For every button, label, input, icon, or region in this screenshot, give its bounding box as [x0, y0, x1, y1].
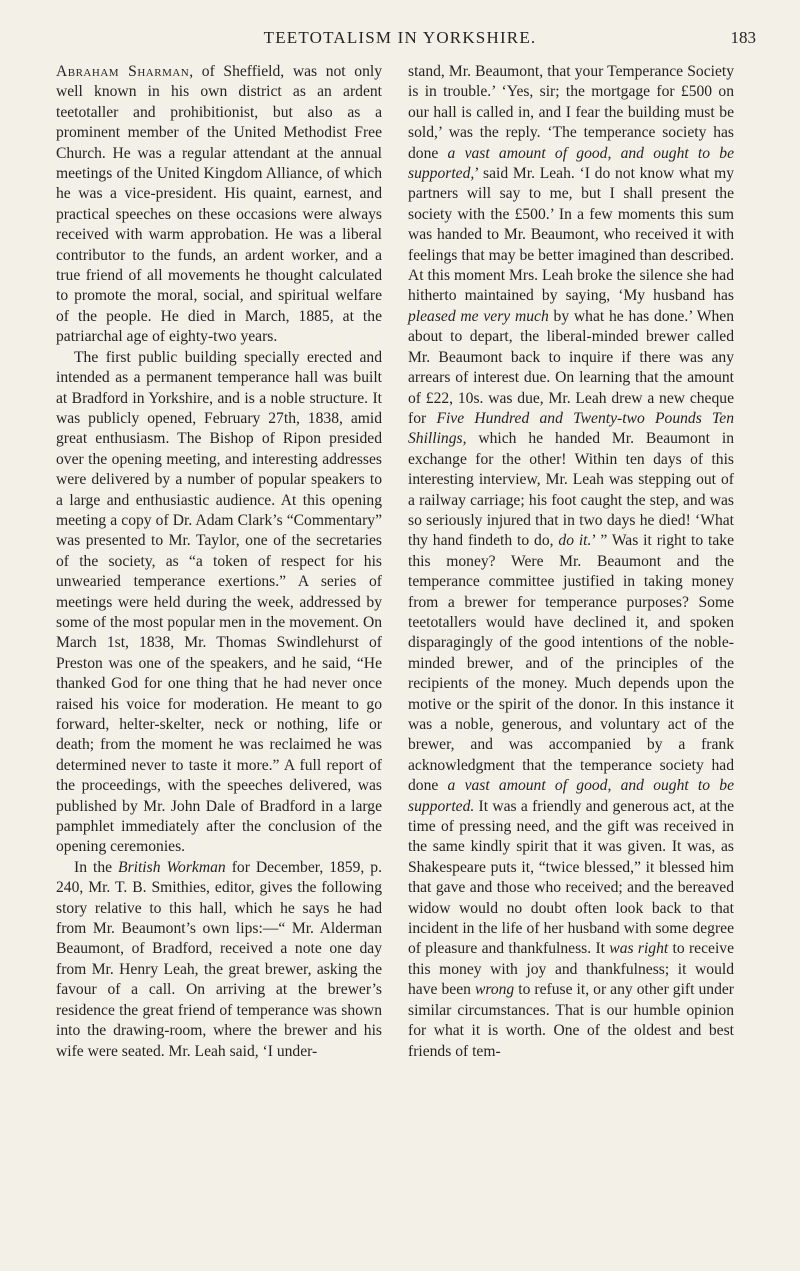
text-run: ’ ” Was it right to take this money? Were Mr. Beaumont and the temperance committee justified in taking money from a brewer for temperance purposes? Some teetotallers would have declined it, and spoken disparagingly of the good intentions of the noble-minded brewer, and of the principles of the recipients of the money. Much depends upon the motive or the spirit of the donor. In this instance it was a noble, generous, and voluntary act of the brewer, and was accompanied by a frank acknowledgment that the temperance society had done [408, 532, 734, 795]
emphasis: was right [609, 940, 669, 958]
emphasis: pleased me very much [408, 307, 549, 325]
emphasis: do it. [558, 532, 592, 550]
text-run: which he handed Mr. Beaumont in exchange for the other! Within ten days of this interesting interview, Mr. Leah was stepping out of a railway carriage; his foot caught the step, and was so seriously injured that in two days he died! ‘What thy hand findeth to do, [408, 430, 734, 550]
text-run: by what he has done.’ When about to depart, the liberal-minded brewer called Mr. Beaumont back to inquire if there was any arrears of interest due. On learning that the amount of £22, 10s. was due, Mr. Leah drew a new cheque for [408, 307, 734, 427]
emphasis: a vast amount of good, and ought to be supported. [408, 777, 735, 815]
paragraph-british-workman [56, 858, 382, 1062]
running-title: TEETOTALISM IN YORKSHIRE. [263, 28, 537, 47]
emphasis: wrong [474, 981, 515, 999]
text-run: to receive this money with joy and thankfulness; it would have been [408, 940, 734, 999]
person-name: Abraham Sharman [56, 63, 190, 80]
text-run: In the [74, 858, 119, 876]
right-column [408, 62, 734, 1062]
text-run: to refuse it, or any other gift under similar circumstances. That is our humble opinion for what it is worth. One of the oldest and best friends of tem- [408, 981, 734, 1060]
page-number: 183 [730, 28, 756, 47]
text-run: ’ said Mr. Leah. ‘I do not know what my partners will say to me, but I shall present the society with the £500.’ In a few moments this sum was handed to Mr. Beaumont, who received it with feelings that may be better imagined than described. At this moment Mrs. Leah broke the silence she had hitherto maintained by saying, ‘My husband has [408, 165, 734, 305]
publication-title: British Workman [118, 858, 226, 876]
paragraph-continuation [408, 62, 734, 1062]
paragraph-text: , of Sheffield, was not only well known in his own district as an ardent teetotaller and prohibitionist, but also as a prominent member of the United Methodist Free Church. He was a regular attendant at the annual meetings of the United Kingdom Alliance, of which he was a vice-president. His quaint, earnest, and practical speeches on these occasions were always received with warm approbation. He was a liberal contributor to the funds, an ardent worker, and a true friend of all movements he thought calculated to promote the moral, social, and spiritual welfare of the people. He died in March, 1885, at the patriarchal age of eighty-two years. [56, 63, 382, 346]
text-run: It was a friendly and generous act, at the time of pressing need, and the gift was received in the same kindly spirit that it was given. It was, as Shakespeare puts it, “twice blessed,” it blessed him that gave and those who received; and the bereaved widow would no doubt often look back to that incident in the life of her husband with some degree of pleasure and thankfulness. It [408, 797, 734, 958]
page-header [0, 0, 800, 60]
text-run: for December, 1859, p. 240, Mr. T. B. Smithies, editor, gives the following story relative to this hall, which he says he had from Mr. Beaumont’s own lips:—“ Mr. Alderman Beaumont, of Bradford, received a note one day from Mr. Henry Leah, the great brewer, asking the favour of a call. On arriving at the brewer’s residence the great friend of temperance was shown into the drawing-room, where the brewer and his wife were seated. Mr. Leah said, ‘I under- [56, 858, 382, 1060]
left-column [56, 62, 382, 1062]
paragraph-bradford-hall: The first public building specially erected and intended as a permanent temperance hall was built at Bradford in Yorkshire, and is a noble structure. It was publicly opened, February 27th, 1838, amid great enthusiasm. The Bishop of Ripon presided over the opening meeting, and interesting addresses were delivered by a number of popular speakers to a large and enthusiastic audience. At this opening meeting a copy of Dr. Adam Clark’s “Commentary” was presented to Mr. Taylor, one of the secretaries of the society, as “a token of respect for his unwearied temperance exertions.” A series of meetings were held during the week, addressed by some of the most popular men in the movement. On March 1st, 1838, Mr. Thomas Swindlehurst of Preston was one of the speakers, and he said, “He thanked God for one thing that he had never once raised his voice for moderation. He meant to go forward, helter-skelter, neck or nothing, life or death; from the moment he was reclaimed he was determined never to taste it more.” A full report of the proceedings, with the speeches delivered, was published by Mr. John Dale of Bradford in a large pamphlet immediately after the conclusion of the opening ceremonies. [56, 348, 382, 856]
paragraph-sharman [56, 62, 382, 348]
emphasis: a vast amount of good, and ought to be supported, [408, 144, 735, 183]
text-run: stand, Mr. Beaumont, that your Temperance Society is in trouble.’ ‘Yes, sir; the mortgage for £500 on our hall is called in, and I fear the building must be sold,’ was the reply. ‘The temperance society has done [408, 63, 734, 162]
emphasis: Five Hundred and Twenty-two Pounds Ten Shillings, [408, 409, 734, 448]
